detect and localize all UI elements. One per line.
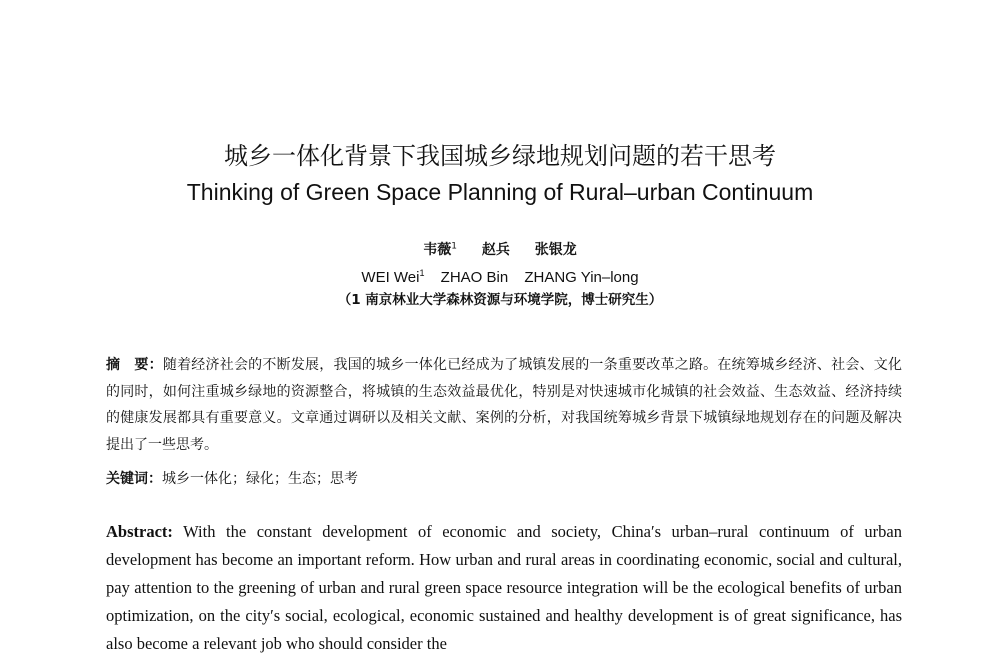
author-name-text: WEI Wei [361,269,420,286]
keywords-label: 关键词： [106,471,162,487]
author-name-en: ZHAO Bin [440,269,509,286]
author-affiliation-mark: 1 [419,268,425,278]
abstract-zh-text: 随着经济社会的不断发展，我国的城乡一体化已经成为了城镇发展的一条重要改革之路。在统筹城乡经济、社会、文化的同时，如何注重城乡绿地的资源整合，将城镇的生态效益最优化，特别是对快速城市化城镇的社会效益、生态效益、经济持续的健康发展都具有重要意义。文章通过调研以及相关文献、案例的分析，对我国统筹城乡背景下城镇绿地规划存在的问题及解决提出了一些思考。 [106,357,902,453]
author-name-zh: 张银龙 [534,241,577,258]
author-list-zh [0,236,1000,260]
author-affiliation-mark: 1 [451,241,457,251]
author-name-en [361,269,424,286]
abstract-en-label: Abstract: [106,522,173,541]
author-name-en: ZHANG Yin–long [524,269,639,286]
abstract-en-text: With the constant development of economic and society, China′s urban–rural continuum of urban development has become an important reform. How urban and rural areas in coordinating economic, social and cultural, pay attention to the greening of urban and rural green space resource integration will be the ecological benefits of urban optimization, on the city′s social, ecological, economic sustained and healthy development is of great significance, has also become a relevant job who should consider the [106,522,902,653]
author-affiliation: （1 南京林业大学森林资源与环境学院，博士研究生） [337,292,663,308]
keywords [106,467,902,491]
paper-title-en: Thinking of Green Space Planning of Rural–urban Continuum [186,179,814,205]
author-name-zh: 赵兵 [481,241,510,258]
author-name-zh [423,242,457,258]
keywords-text: 城乡一体化；绿化；生态；思考 [162,471,358,487]
abstract-en [106,518,902,658]
author-list-en [0,263,1000,288]
paper-title-zh: 城乡一体化背景下我国城乡绿地规划问题的若干思考 [224,142,776,170]
abstract-zh [106,352,902,458]
author-name-text: 韦薇 [423,241,452,258]
abstract-zh-label: 摘 要： [106,357,163,373]
